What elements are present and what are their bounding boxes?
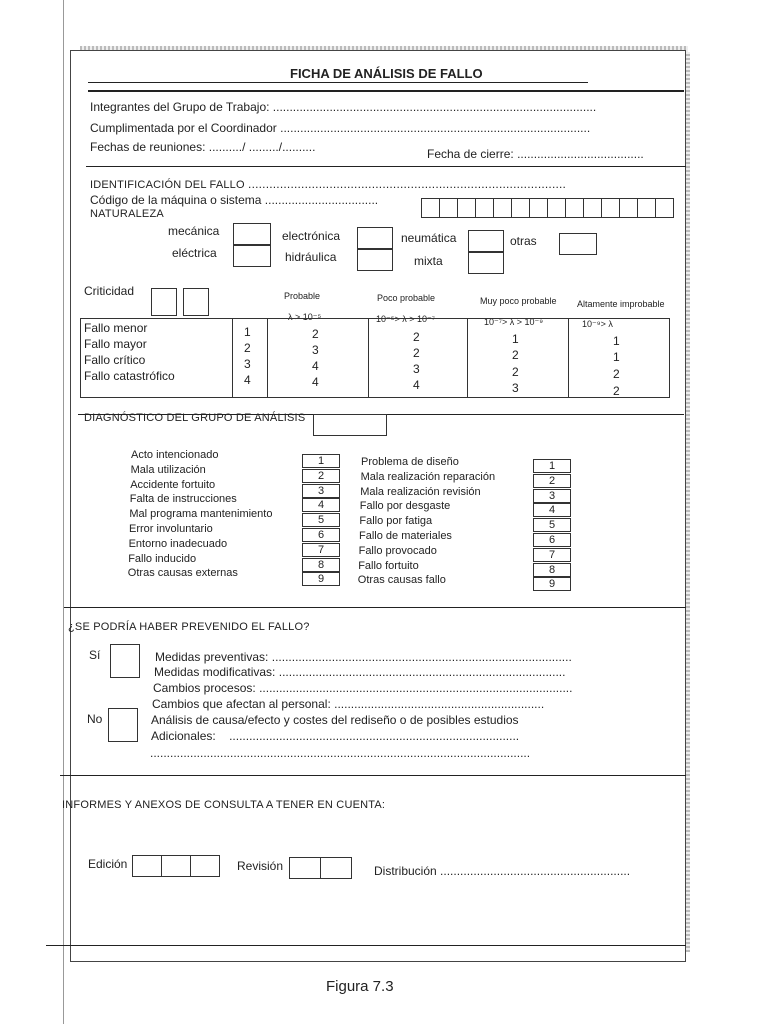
diagnostico-right-number-box[interactable]: 7 <box>533 548 571 562</box>
codigo-cells[interactable] <box>422 198 674 218</box>
table-cell: 2 <box>512 365 519 379</box>
checkbox-otras[interactable] <box>559 233 597 255</box>
diagnostico-left-number-box[interactable]: 5 <box>302 513 340 527</box>
table-divider <box>467 319 468 397</box>
checkbox-neumatica[interactable] <box>468 230 504 252</box>
label-neumatica: neumática <box>401 231 457 245</box>
prevencion-heading: ¿SE PODRÍA HABER PREVENIDO EL FALLO? <box>68 621 310 633</box>
diagnostico-right-label: Fallo de materiales <box>359 530 452 542</box>
col-muy-poco-probable: Muy poco probable <box>480 296 557 306</box>
table-cell: 1 <box>613 334 620 348</box>
row-level: 4 <box>244 373 251 387</box>
diagnostico-right-label: Fallo provocado <box>358 544 437 557</box>
diagnostico-right-number-box[interactable]: 1 <box>533 459 571 473</box>
diagnostico-box[interactable] <box>313 414 387 436</box>
label-electrica: eléctrica <box>172 246 217 260</box>
diagnostico-left-number-box[interactable]: 9 <box>302 572 340 586</box>
revision-cells[interactable] <box>290 857 352 879</box>
diagnostico-left-number-box[interactable]: 1 <box>302 454 340 468</box>
fechas-field[interactable]: Fechas de reuniones: ........../ ........./.......... <box>90 140 316 154</box>
diagnostico-left-number-box[interactable]: 8 <box>302 558 340 572</box>
figure-caption: Figura 7.3 <box>326 978 394 995</box>
diagnostico-left-number-box[interactable]: 4 <box>302 498 340 512</box>
row-level: 1 <box>244 325 251 339</box>
edicion-label: Edición <box>88 857 128 871</box>
table-cell: 4 <box>312 375 319 389</box>
col-poco-probable: Poco probable <box>377 293 436 303</box>
table-cell: 2 <box>413 330 420 344</box>
cambios-procesos-field[interactable]: Cambios procesos: .............................................................................................. <box>153 681 573 695</box>
criticidad-box-1[interactable] <box>151 288 177 316</box>
diagnostico-left-label: Accidente fortuito <box>130 478 216 491</box>
diagnostico-right-label: Mala realización reparación <box>360 470 496 483</box>
table-cell: 1 <box>613 350 620 364</box>
col-altamente-improbable: Altamente improbable <box>577 299 665 309</box>
table-cell: 2 <box>613 367 620 381</box>
checkbox-electronica[interactable] <box>357 227 393 249</box>
diagnostico-left-number-box[interactable]: 2 <box>302 469 340 483</box>
section-rule-1 <box>86 166 686 167</box>
cumplimentada-field[interactable]: Cumplimentada por el Coordinador ............................................................................................. <box>90 121 591 135</box>
section-rule-4 <box>60 775 686 776</box>
distribucion-field[interactable]: Distribución ......................................................... <box>374 864 631 878</box>
diagnostico-left-number-box[interactable]: 7 <box>302 543 340 557</box>
binder-edge <box>63 0 64 1024</box>
col-probable: Probable <box>284 291 321 301</box>
table-cell: 3 <box>413 362 420 376</box>
identificacion-heading[interactable]: IDENTIFICACIÓN DEL FALLO .......................................................................................... <box>90 177 567 191</box>
diagnostico-left-number-box[interactable]: 6 <box>302 528 340 542</box>
row-label: Fallo catastrófico <box>84 369 175 383</box>
section-rule-3 <box>64 607 686 608</box>
no-label: No <box>87 712 103 726</box>
table-divider <box>232 319 233 397</box>
diagnostico-right-label: Problema de diseño <box>361 456 459 468</box>
table-cell: 3 <box>312 343 319 357</box>
checkbox-mixta[interactable] <box>468 252 504 274</box>
diagnostico-left-label: Falta de instrucciones <box>129 493 237 506</box>
table-cell: 1 <box>512 332 519 346</box>
codigo-field: Código de la máquina o sistema .................................. <box>90 193 379 207</box>
row-label: Fallo crítico <box>84 353 146 367</box>
diagnostico-left-label: Fallo inducido <box>128 552 197 565</box>
naturaleza-heading: NATURALEZA <box>90 208 164 220</box>
si-label: Sí <box>89 648 101 662</box>
fecha-cierre-field[interactable]: Fecha de cierre: ...................................... <box>427 147 644 161</box>
diagnostico-heading: DIAGNÓSTICO DEL GRUPO DE ANÁLISIS <box>84 412 306 424</box>
integrantes-field[interactable]: Integrantes del Grupo de Trabajo: ................................................................................................. <box>90 100 597 114</box>
diagnostico-left-label: Acto intencionado <box>131 449 219 461</box>
diagnostico-right-number-box[interactable]: 3 <box>533 489 571 503</box>
label-mixta: mixta <box>414 254 443 268</box>
table-cell: 2 <box>613 384 620 398</box>
diagnostico-right-number-box[interactable]: 2 <box>533 474 571 488</box>
formula-poco-probable: 10⁻⁵> λ > 10⁻⁷ <box>376 314 436 324</box>
criticidad-box-2[interactable] <box>183 288 209 316</box>
diagnostico-right-number-box[interactable]: 9 <box>533 577 571 591</box>
checkbox-no[interactable] <box>108 708 138 742</box>
diagnostico-right-label: Fallo por desgaste <box>359 500 451 513</box>
formula-altamente-improbable: 10⁻⁹> λ <box>582 319 613 329</box>
medidas-preventivas-field[interactable]: Medidas preventivas: .......................................................................................... <box>155 650 572 664</box>
diagnostico-left-number-box[interactable]: 3 <box>302 484 340 498</box>
criticidad-label: Criticidad <box>84 284 135 298</box>
row-level: 2 <box>244 341 251 355</box>
row-level: 3 <box>244 357 251 371</box>
table-divider <box>368 319 369 397</box>
table-cell: 2 <box>312 327 319 341</box>
table-cell: 4 <box>312 359 319 373</box>
checkbox-electrica[interactable] <box>233 245 271 267</box>
table-divider <box>568 319 569 397</box>
criticidad-table <box>80 318 670 398</box>
title-rule <box>88 82 588 83</box>
diagnostico-right-number-box[interactable]: 6 <box>533 533 571 547</box>
label-mecanica: mecánica <box>168 224 220 238</box>
adicionales-field[interactable]: Adicionales: ....................................................................................... <box>151 729 520 743</box>
diagnostico-right-label: Otras causas fallo <box>357 574 446 587</box>
cambios-personal-field[interactable]: Cambios que afectan al personal: ............................................................... <box>152 697 545 711</box>
label-electronica: electrónica <box>282 229 341 243</box>
diagnostico-left-label: Otras causas externas <box>127 567 238 580</box>
diagnostico-right-label: Mala realización revisión <box>360 485 481 498</box>
edicion-cells[interactable] <box>133 855 220 877</box>
diagnostico-right-number-box[interactable]: 8 <box>533 563 571 577</box>
bottom-rule <box>46 945 686 946</box>
table-cell: 4 <box>413 378 420 392</box>
adicionales-line-2[interactable]: .................................................................................................................. <box>150 746 531 760</box>
checkbox-hidraulica[interactable] <box>357 249 393 271</box>
table-cell: 3 <box>512 381 519 395</box>
formula-probable: λ > 10⁻⁵ <box>288 312 322 322</box>
label-hidraulica: hidráulica <box>285 250 337 264</box>
table-cell: 2 <box>413 346 420 360</box>
checkbox-mecanica[interactable] <box>233 223 271 245</box>
medidas-modificativas-field[interactable]: Medidas modificativas: ...................................................................................... <box>154 665 566 679</box>
diagnostico-left-label: Mala utilización <box>130 463 206 476</box>
revision-label: Revisión <box>237 859 284 873</box>
table-cell: 2 <box>512 348 519 362</box>
form-title: FICHA DE ANÁLISIS DE FALLO <box>290 66 483 81</box>
title-rule-thick <box>88 90 684 92</box>
diagnostico-left-label: Error involuntario <box>129 523 213 535</box>
diagnostico-right-number-box[interactable]: 4 <box>533 503 571 517</box>
analisis-field: Análisis de causa/efecto y costes del rediseño o de posibles estudios <box>151 713 519 727</box>
diagnostico-right-number-box[interactable]: 5 <box>533 518 571 532</box>
diagnostico-left-label: Mal programa mantenimiento <box>129 508 273 521</box>
table-divider <box>267 319 268 397</box>
row-label: Fallo mayor <box>84 337 147 351</box>
diagnostico-right-label: Fallo por fatiga <box>359 515 433 528</box>
informes-heading: INFORMES Y ANEXOS DE CONSULTA A TENER EN CUENTA: <box>62 799 386 811</box>
diagnostico-right-label: Fallo fortuito <box>358 559 419 572</box>
label-otras: otras <box>510 234 537 248</box>
diagnostico-left-label: Entorno inadecuado <box>128 537 228 550</box>
row-label: Fallo menor <box>84 321 148 335</box>
checkbox-si[interactable] <box>110 644 140 678</box>
formula-muy-poco-probable: 10⁻⁷> λ > 10⁻⁹ <box>484 317 544 327</box>
